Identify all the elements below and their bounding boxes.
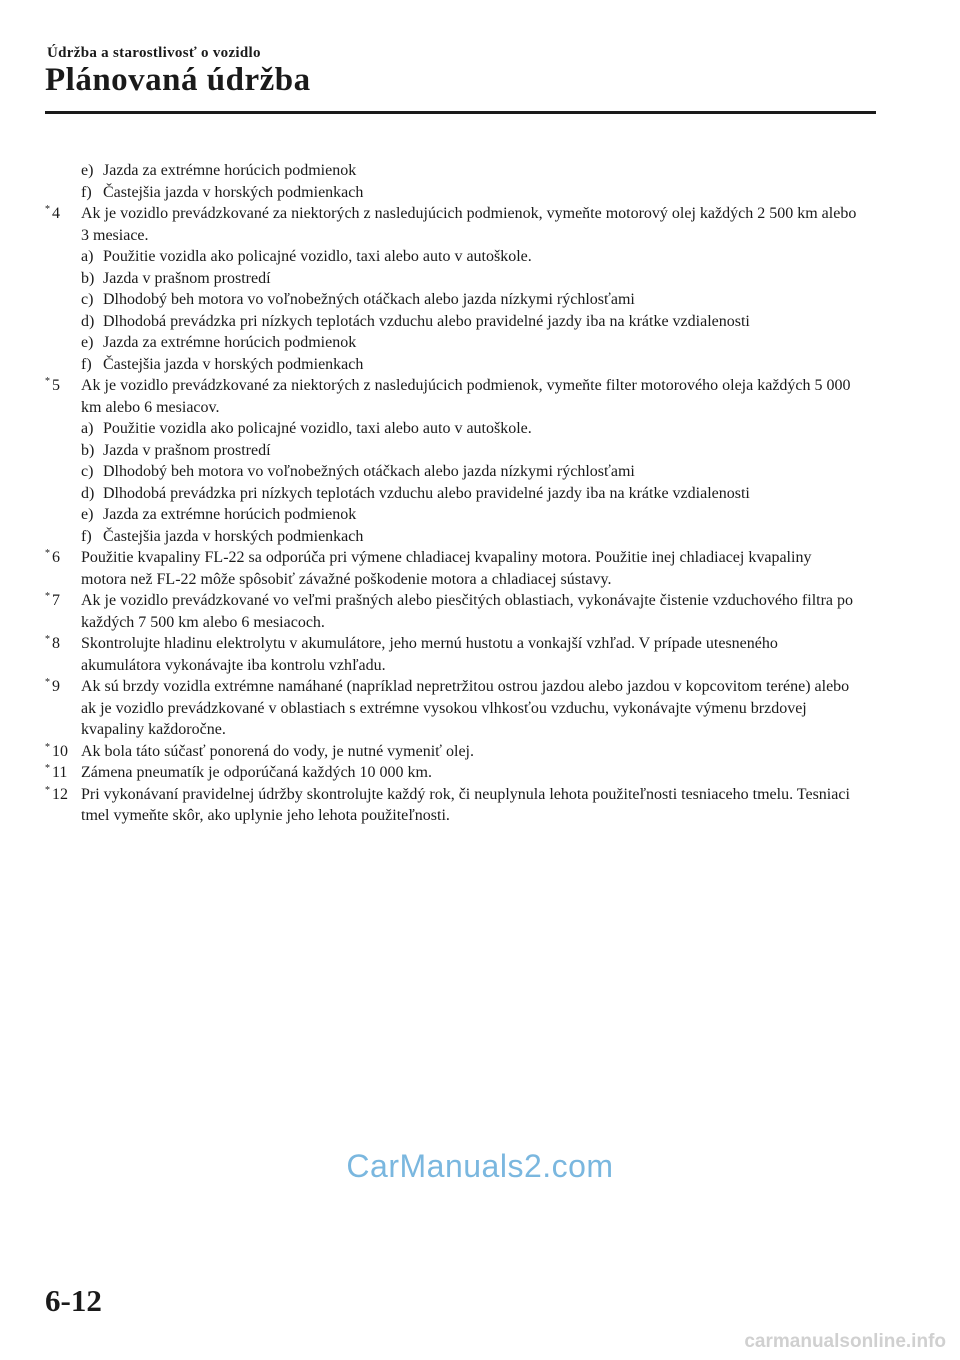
list-item: [45, 268, 860, 290]
footnote-text: Ak je vozidlo prevádzkované za niektorých z nasledujúcich podmienok, vymeňte filter motorového oleja každých 5 000 km alebo 6 mesiacov.: [81, 377, 851, 416]
footnote-text: Použitie kvapaliny FL-22 sa odporúča pri výmene chladiacej kvapaliny motora. Použitie inej chladiacej kvapaliny motora než FL-22 môže spôsobiť závažné poškodenie motora a chladiacej sústavy.: [81, 549, 812, 588]
footnote: [45, 590, 860, 633]
list-item-text: Častejšia jazda v horských podmienkach: [103, 355, 364, 373]
footnote: [45, 203, 860, 246]
list-item: [45, 461, 860, 483]
footnote-star: *: [45, 784, 50, 796]
list-item-text: Použitie vozidla ako policajné vozidlo, taxi alebo auto v autoškole.: [103, 248, 532, 265]
section-label: Údržba a starostlivosť o vozidlo: [47, 45, 261, 61]
list-marker: f): [81, 183, 92, 201]
list-item-text: Dlhodobý beh motora vo voľnobežných otáčkach alebo jazda nízkymi rýchlosťami: [103, 463, 635, 480]
footnote-text: Ak je vozidlo prevádzkované vo veľmi prašných alebo piesčitých oblastiach, vykonávajte čistenie vzduchového filtra po každých 7 500 km alebo 6 mesiacoch.: [81, 592, 854, 631]
footnote-num: 5: [52, 377, 60, 394]
list-item: [45, 289, 860, 311]
footnote: [45, 676, 860, 741]
footnote-star: *: [45, 548, 50, 559]
footnote-text: Skontrolujte hladinu elektrolytu v akumulátore, jeho mernú hustotu a vonkajší vzhľad. V prípade utesneného akumulátora vykonávajte iba kontrolu vzhľadu.: [81, 635, 778, 674]
footnote-num: 12: [52, 785, 68, 803]
list-item: [45, 332, 860, 354]
title-rule: [45, 111, 876, 114]
list-marker: c): [81, 291, 94, 308]
maintenance-notes: [45, 160, 860, 827]
list-item-text: Častejšia jazda v horských podmienkach: [103, 183, 364, 201]
watermark: CarManuals2.com: [346, 1148, 614, 1184]
footnote-num: 6: [52, 549, 60, 566]
footnote-number: [45, 741, 68, 765]
list-item: [45, 160, 860, 182]
footnote-num: 9: [52, 678, 60, 695]
list-marker: a): [81, 248, 94, 265]
footnote-num: 4: [52, 205, 60, 222]
footnote-num: 11: [52, 764, 68, 781]
list-item-text: Jazda za extrémne horúcich podmienok: [103, 334, 357, 351]
list-marker: e): [81, 506, 94, 523]
list-item-text: Dlhodobý beh motora vo voľnobežných otáčkach alebo jazda nízkymi rýchlosťami: [103, 291, 635, 308]
footnote: [45, 633, 860, 676]
footnote: [45, 547, 860, 590]
footnote-text: Ak bola táto súčasť ponorená do vody, je nutné vymeniť olej.: [81, 742, 474, 760]
footnote-number: [45, 375, 60, 399]
list-item-text: Dlhodobá prevádzka pri nízkych teplotách vzduchu alebo pravidelné jazdy iba na krátke vzdialenosti: [103, 312, 750, 330]
page-number: 6-12: [45, 1283, 102, 1318]
list-marker: b): [81, 441, 95, 459]
list-item: [45, 418, 860, 440]
footnote: [45, 375, 860, 418]
footnote-num: 10: [52, 742, 68, 760]
list-marker: d): [81, 484, 95, 502]
footnote: [45, 741, 860, 763]
list-item-text: Použitie vozidla ako policajné vozidlo, taxi alebo auto v autoškole.: [103, 420, 532, 437]
list-item: [45, 483, 860, 505]
list-item: [45, 504, 860, 526]
footnote-number: [45, 633, 60, 657]
list-item: [45, 246, 860, 268]
footnote-text: Ak je vozidlo prevádzkované za niektorých z nasledujúcich podmienok, vymeňte motorový olej každých 2 500 km alebo 3 mesiace.: [81, 205, 857, 244]
footnote-text: Ak sú brzdy vozidla extrémne namáhané (napríklad nepretržitou ostrou jazdou alebo jazdou v kopcovitom teréne) alebo ak je vozidlo prevádzkované v oblastiach s extrémne vysokou vlhkosťou vzduchu, vykonávajte výmenu brzdovej kvapaliny každoročne.: [81, 678, 850, 738]
footnote: [45, 784, 860, 827]
list-item-text: Dlhodobá prevádzka pri nízkych teplotách vzduchu alebo pravidelné jazdy iba na krátke vzdialenosti: [103, 484, 750, 502]
list-marker: d): [81, 312, 95, 330]
footnote-number: [45, 784, 68, 808]
page-title: Plánovaná údržba: [45, 62, 311, 98]
footnote-star: *: [45, 763, 50, 774]
footnote-number: [45, 203, 60, 227]
list-marker: c): [81, 463, 94, 480]
list-item-text: Jazda za extrémne horúcich podmienok: [103, 506, 357, 523]
footnote-number: [45, 547, 60, 571]
list-item-text: Jazda za extrémne horúcich podmienok: [103, 162, 357, 179]
list-marker: f): [81, 527, 92, 545]
list-item-text: Častejšia jazda v horských podmienkach: [103, 527, 364, 545]
list-item: [45, 311, 860, 333]
list-marker: a): [81, 420, 94, 437]
list-marker: e): [81, 162, 94, 179]
list-marker: b): [81, 269, 95, 287]
footnote-star: *: [45, 634, 50, 645]
footnote-star: *: [45, 591, 50, 602]
list-item: [45, 440, 860, 462]
footnote-number: [45, 676, 60, 700]
footnote: [45, 762, 860, 784]
footnote-number: [45, 762, 67, 786]
footnote-number: [45, 590, 60, 614]
list-marker: f): [81, 355, 92, 373]
footnote-star: *: [45, 204, 50, 215]
footnote-star: *: [45, 376, 50, 387]
list-item-text: Jazda v prašnom prostredí: [103, 441, 271, 459]
footnote-num: 7: [52, 592, 60, 609]
list-item: [45, 182, 860, 204]
list-marker: e): [81, 334, 94, 351]
list-item-text: Jazda v prašnom prostredí: [103, 269, 271, 287]
footnote-text: Zámena pneumatík je odporúčaná každých 10 000 km.: [81, 764, 432, 781]
footer-mark: carmanualsonline.info: [744, 1331, 946, 1352]
footnote-num: 8: [52, 635, 60, 652]
list-item: [45, 354, 860, 376]
footnote-star: *: [45, 741, 50, 753]
list-item: [45, 526, 860, 548]
footnote-text: Pri vykonávaní pravidelnej údržby skontrolujte každý rok, či neuplynula lehota použiteľnosti tesniaceho tmelu. Tesniaci tmel vymeňte skôr, ako uplynie jeho lehota použiteľnosti.: [81, 785, 850, 824]
footnote-star: *: [45, 677, 50, 688]
